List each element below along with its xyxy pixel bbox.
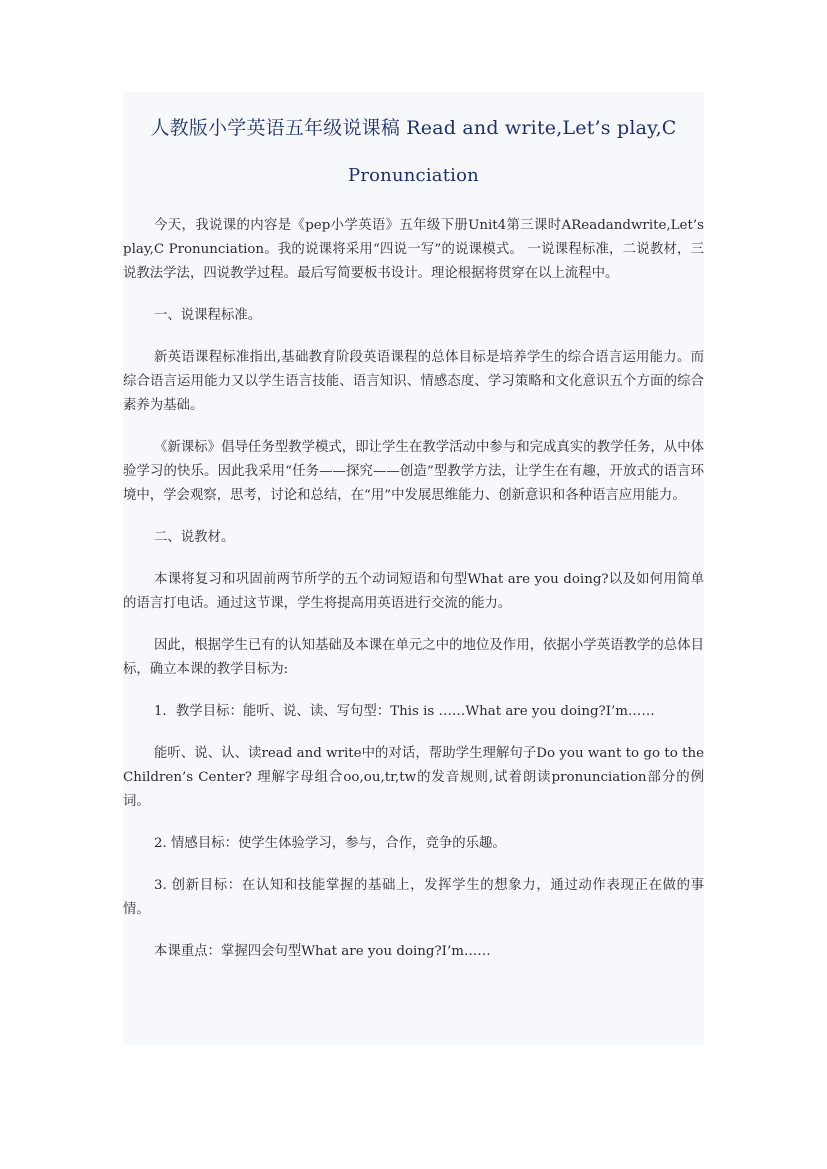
section-heading-textbook: 二、说教材。 <box>154 530 235 545</box>
paragraph-goal-1-detail: 能听、说、认、读read and write中的对话，帮助学生理解句子Do you want to go to the Children’s Center? 理解字母组合oo,ou,tr,tw的发音规则,试着朗读pronunciation部分的例词。 <box>123 746 704 809</box>
paragraph-goals-intro: 因此，根据学生已有的认知基础及本课在单元之中的地位及作用，依据小学英语教学的总体目标，确立本课的教学目标为: <box>123 638 704 677</box>
paragraph-goal-3: 3. 创新目标：在认知和技能掌握的基础上，发挥学生的想象力，通过动作表现正在做的事情。 <box>123 878 704 917</box>
document-title-line-2: Pronunciation <box>348 165 479 186</box>
document-title-line-1: 人教版小学英语五年级说课稿 Read and write,Let’s play,C <box>150 117 677 139</box>
title-block <box>123 92 704 200</box>
paragraph-lesson-content: 本课将复习和巩固前两节所学的五个动词短语和句型What are you doing?以及如何用简单的语言打电话。通过这节课，学生将提高用英语进行交流的能力。 <box>123 572 704 611</box>
paragraph-intro: 今天，我说课的内容是《pep小学英语》五年级下册Unit4第三课时AReadandwrite,Let’s play,C Pronunciation。我的说课将采用“四说一写”的说课模式。 一说课程标准，二说教材，三说教法学法，四说教学过程。最后写简要板书设计。理论根据将贯穿在以上流程中。 <box>123 218 704 281</box>
paragraph-standards: 新英语课程标准指出,基础教育阶段英语课程的总体目标是培养学生的综合语言运用能力。而综合语言运用能力又以学生语言技能、语言知识、情感态度、学习策略和文化意识五个方面的综合素养为基础。 <box>123 350 704 413</box>
section-heading-standards: 一、说课程标准。 <box>154 308 262 323</box>
paragraph-key-point: 本课重点：掌握四会句型What are you doing?I’m…… <box>154 944 491 959</box>
document-body <box>123 92 704 1045</box>
paragraph-goal-2: 2. 情感目标：使学生体验学习，参与，合作，竞争的乐趣。 <box>154 836 506 851</box>
paragraph-task-based: 《新课标》倡导任务型教学模式，即让学生在教学活动中参与和完成真实的教学任务，从中体验学习的快乐。因此我采用“任务——探究——创造”型教学方法，让学生在有趣，开放式的语言环境中，学会观察，思考，讨论和总结，在“用”中发展思维能力、创新意识和各种语言应用能力。 <box>123 440 704 503</box>
document-content <box>123 200 704 964</box>
paragraph-goal-1: 1．教学目标：能听、说、读、写句型：This is ……What are you doing?I’m…… <box>154 704 655 719</box>
